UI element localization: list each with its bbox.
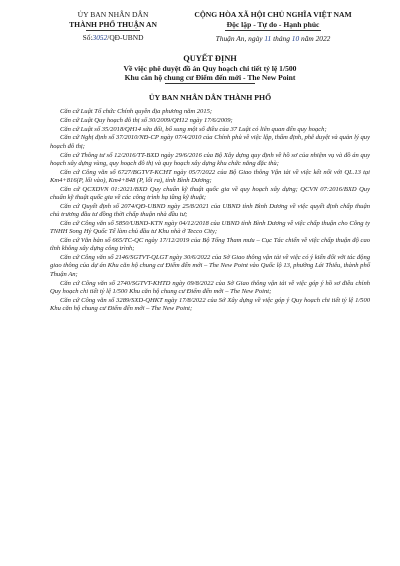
issuer-line-2: THÀNH PHỐ THUẬN AN [69, 19, 157, 29]
nation-line-1: CỘNG HÒA XÃ HỘI CHỦ NGHĨA VIỆT NAM [194, 10, 352, 19]
document-number [50, 33, 176, 43]
legal-basis-item: Căn cứ Công văn số 3289/SXD-QHKT ngày 17/8/2022 của Sở Xây dựng về việc góp ý Quy hoạch chi tiết tỷ lệ 1/500 Khu căn hộ chung cư Điểm đến mới – The New Point; [50, 296, 370, 312]
legal-basis-item: Căn cứ Thông tư số 12/2016/TT-BXD ngày 29/6/2016 của Bộ Xây dựng quy định về hồ sơ của nhiệm vụ và đồ án quy hoạch xây dựng vùng, quy hoạch đô thị và quy hoạch xây dựng khu chức năng đặc thù; [50, 151, 370, 167]
title-underline [165, 83, 255, 84]
legal-basis-item: Căn cứ Công văn số 2740/SGTVT-KHTD ngày 09/8/2022 của Sở Giao thông vận tải về việc góp ý hồ sơ điều chỉnh Quy hoạch chi tiết tỷ lệ 1/500 Khu căn hộ chung cư Điểm đến mới – The New Point; [50, 279, 370, 295]
decision-title: QUYẾT ĐỊNH [183, 53, 237, 63]
legal-basis-item: Căn cứ QCXDVN 01:2021/BXD Quy chuẩn kỹ thuật quốc gia về quy hoạch xây dựng; QCVN 07:2016/BXD Quy chuẩn kỹ thuật quốc gia về các công trình hạ tầng kỹ thuật; [50, 185, 370, 202]
legal-basis-item: Căn cứ Luật số 35/2018/QH14 sửa đổi, bổ sung một số điều của 37 Luật có liên quan đến quy hoạch; [60, 125, 327, 133]
issuer-underline [86, 30, 140, 31]
date-part-2: tháng [271, 34, 292, 43]
motto-underline [225, 30, 321, 31]
number-handwritten: 3052 [92, 33, 108, 42]
legal-basis-item: Căn cứ Văn bản số 665/TC-QC ngày 17/12/2019 của Bộ Tổng Tham mưu – Cục Tác chiến về việc chấp thuận độ cao tĩnh không xây dựng công trình; [50, 237, 370, 253]
legal-basis-item: Căn cứ Công văn số 5850/UBND-KTN ngày 04/12/2018 của UBND tỉnh Bình Dương về việc chấp thuận cho Công ty TNHH Song Hỷ Quốc Tế làm chủ đầu tư Khu nhà ở Tecco City; [50, 219, 370, 236]
legal-basis-list [50, 108, 370, 313]
nation-line-2: Độc lập - Tự do - Hạnh phúc [226, 19, 320, 29]
authority-heading: ỦY BAN NHÂN DÂN THÀNH PHỐ [148, 93, 272, 103]
national-motto-block [176, 10, 370, 44]
date-month: 10 [291, 34, 300, 43]
legal-basis-item: Căn cứ Luật Tổ chức Chính quyền địa phương năm 2015; [60, 108, 213, 116]
legal-basis-item: Căn cứ Công văn số 6727/BGTVT-KCHT ngày 05/7/2022 của Bộ Giao thông Vận tải về việc kết nối với QL.13 tại Km4+816(P, lối vào), Km4+848 (P, lối ra), tỉnh Bình Dương; [50, 168, 370, 184]
legal-basis-item: Căn cứ Nghị định số 37/2010/NĐ-CP ngày 07/4/2010 của Chính phủ về việc lập, thẩm định, phê duyệt và quản lý quy hoạch đô thị; [50, 134, 370, 150]
decision-subtitle-1: Về việc phê duyệt đồ án Quy hoạch chi tiết tỷ lệ 1/500 [123, 63, 297, 73]
number-prefix: Số: [82, 33, 93, 42]
date-part-3: năm 2022 [299, 34, 331, 43]
decision-subtitle-2: Khu căn hộ chung cư Điểm đến mới - The New Point [124, 72, 296, 82]
date-day: 11 [264, 34, 272, 43]
legal-basis-item: Căn cứ Luật Quy hoạch đô thị số 30/2009/QH12 ngày 17/6/2009; [60, 116, 233, 124]
number-suffix: /QĐ-UBND [107, 33, 144, 42]
issue-date [176, 34, 370, 44]
document-header [50, 10, 370, 44]
issuer-line-1: ỦY BAN NHÂN DÂN [77, 10, 149, 19]
legal-basis-item: Căn cứ Công văn số 2146/SGTVT-QLGT ngày 30/6/2022 của Sở Giao thông vận tải về việc có ý kiến đối với tác động giao thông của dự án Khu căn hộ chung cư Điểm đến mới – The New Point vào Quốc lộ 13, phường Lái Thiêu, thành phố Thuận An; [50, 254, 370, 278]
issuer-block [50, 10, 176, 44]
date-part-1: Thuận An, ngày [215, 34, 265, 43]
legal-basis-item: Căn cứ Quyết định số 2074/QĐ-UBND ngày 25/8/2021 của UBND tỉnh Bình Dương về việc quyết định chấp thuận chủ trương đầu tư đồng thời chấp thuận nhà đầu tư; [50, 202, 370, 219]
